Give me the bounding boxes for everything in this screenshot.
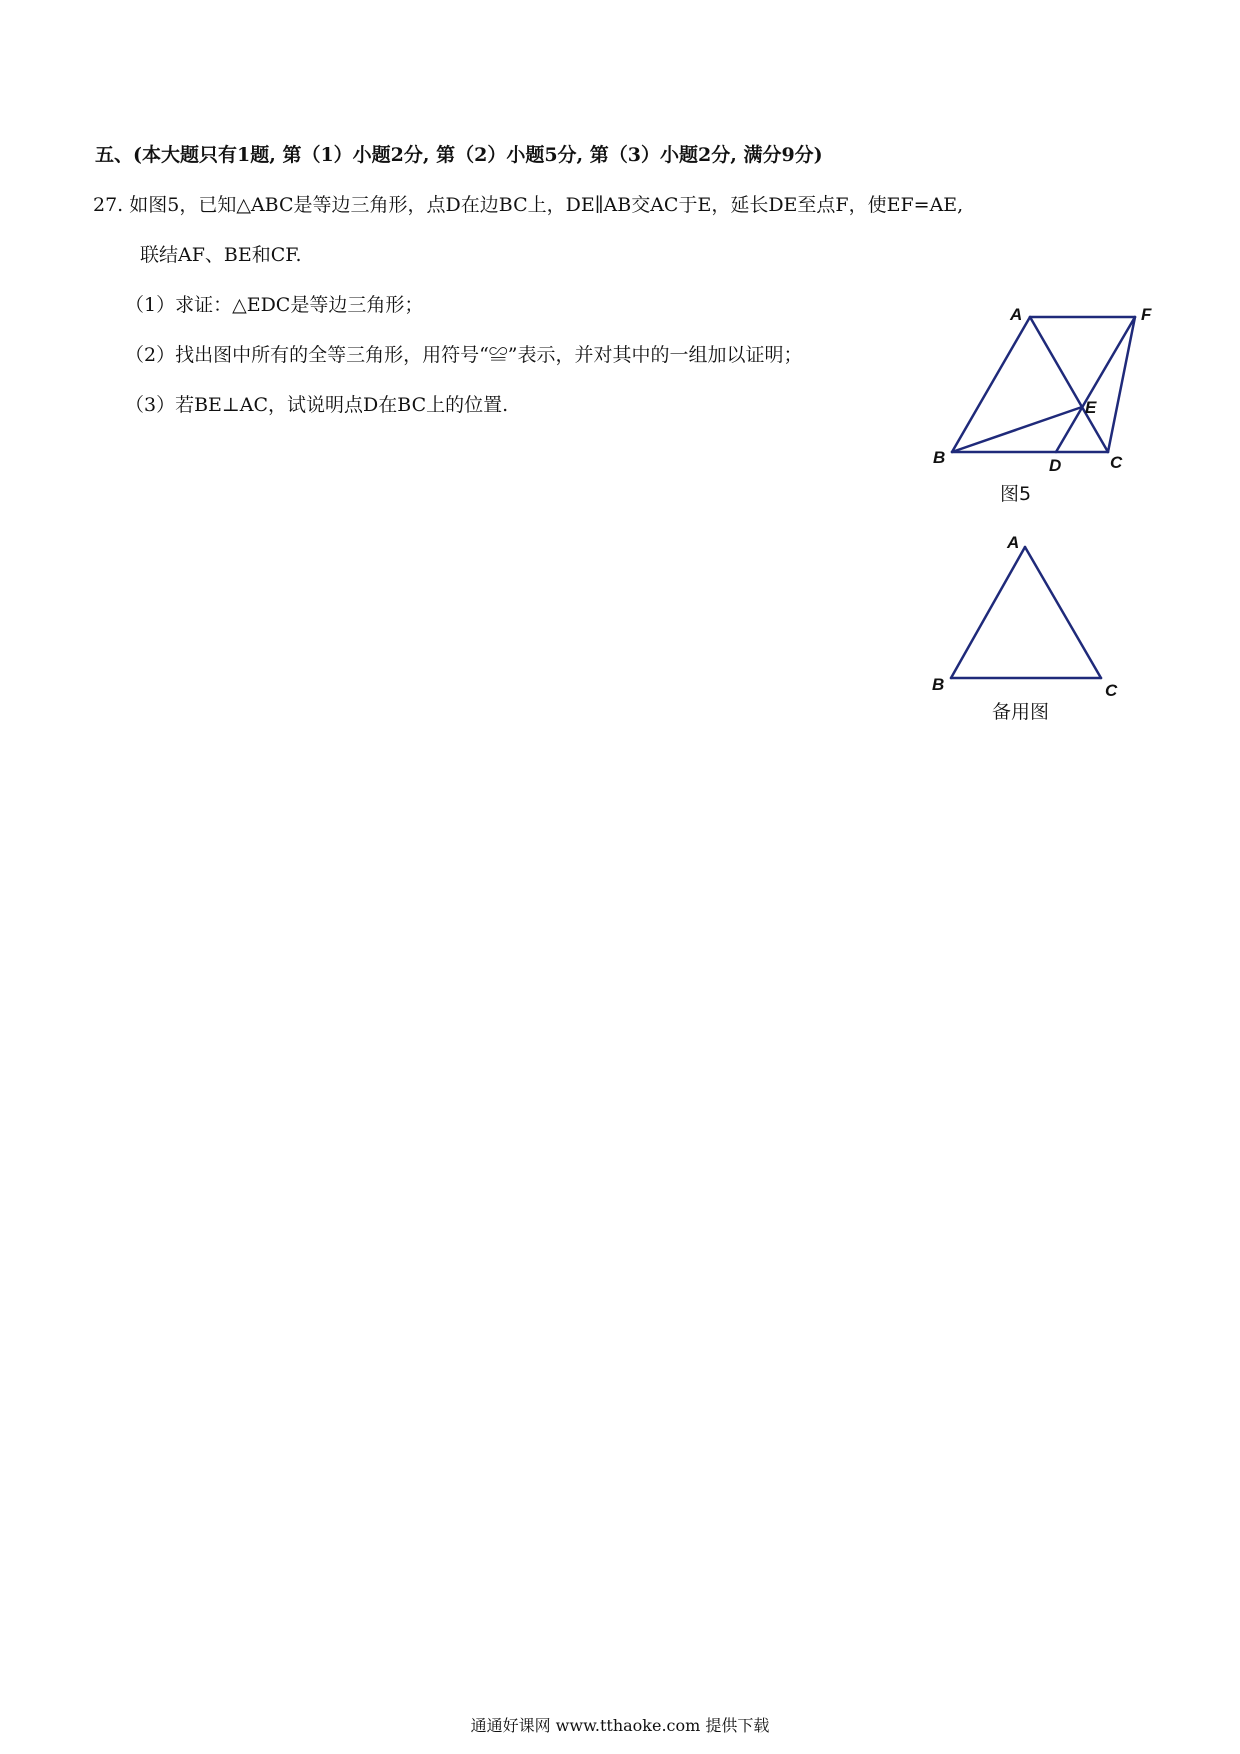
section-title: 五、(本大题只有1题, 第（1）小题2分, 第（2）小题5分, 第（3）小题2分, 满分9分) (95, 144, 823, 166)
question-part-1: （1）求证：△EDC是等边三角形； (125, 294, 424, 316)
point-label-e: E (1085, 398, 1097, 417)
figure-5 (925, 300, 1165, 510)
segment-cf (1108, 317, 1135, 452)
point-label-d: D (1049, 456, 1062, 475)
segment-ab (952, 317, 1030, 452)
point-label-a: A (1010, 305, 1023, 324)
segment-ac (1025, 547, 1101, 678)
question-stem-line2: 联结AF、BE和CF. (140, 244, 302, 266)
question-part-3: （3）若BE⊥AC，试说明点D在BC上的位置. (125, 394, 509, 416)
point-label-f: F (1141, 305, 1152, 324)
question-stem (93, 190, 963, 217)
point-label-a: A (1007, 533, 1020, 552)
question-number: 27. (93, 194, 124, 216)
figure-5-caption: 图5 (1000, 483, 1032, 505)
point-label-c: C (1110, 453, 1123, 472)
point-label-b: B (933, 448, 946, 467)
segment-ab (951, 547, 1025, 678)
segment-be (952, 407, 1082, 452)
page-footer: 通通好课网 www.tthaoke.com 提供下载 (470, 1716, 770, 1735)
question-part-2: （2）找出图中所有的全等三角形，用符号“≌”表示，并对其中的一组加以证明； (125, 344, 803, 366)
point-label-c: C (1105, 681, 1118, 700)
question-stem-line1: 如图5，已知△ABC是等边三角形，点D在边BC上，DE∥AB交AC于E，延长DE至点F，使EF=AE, (129, 194, 964, 216)
backup-figure (925, 530, 1165, 725)
point-label-b: B (932, 675, 945, 694)
backup-figure-caption: 备用图 (992, 701, 1050, 723)
